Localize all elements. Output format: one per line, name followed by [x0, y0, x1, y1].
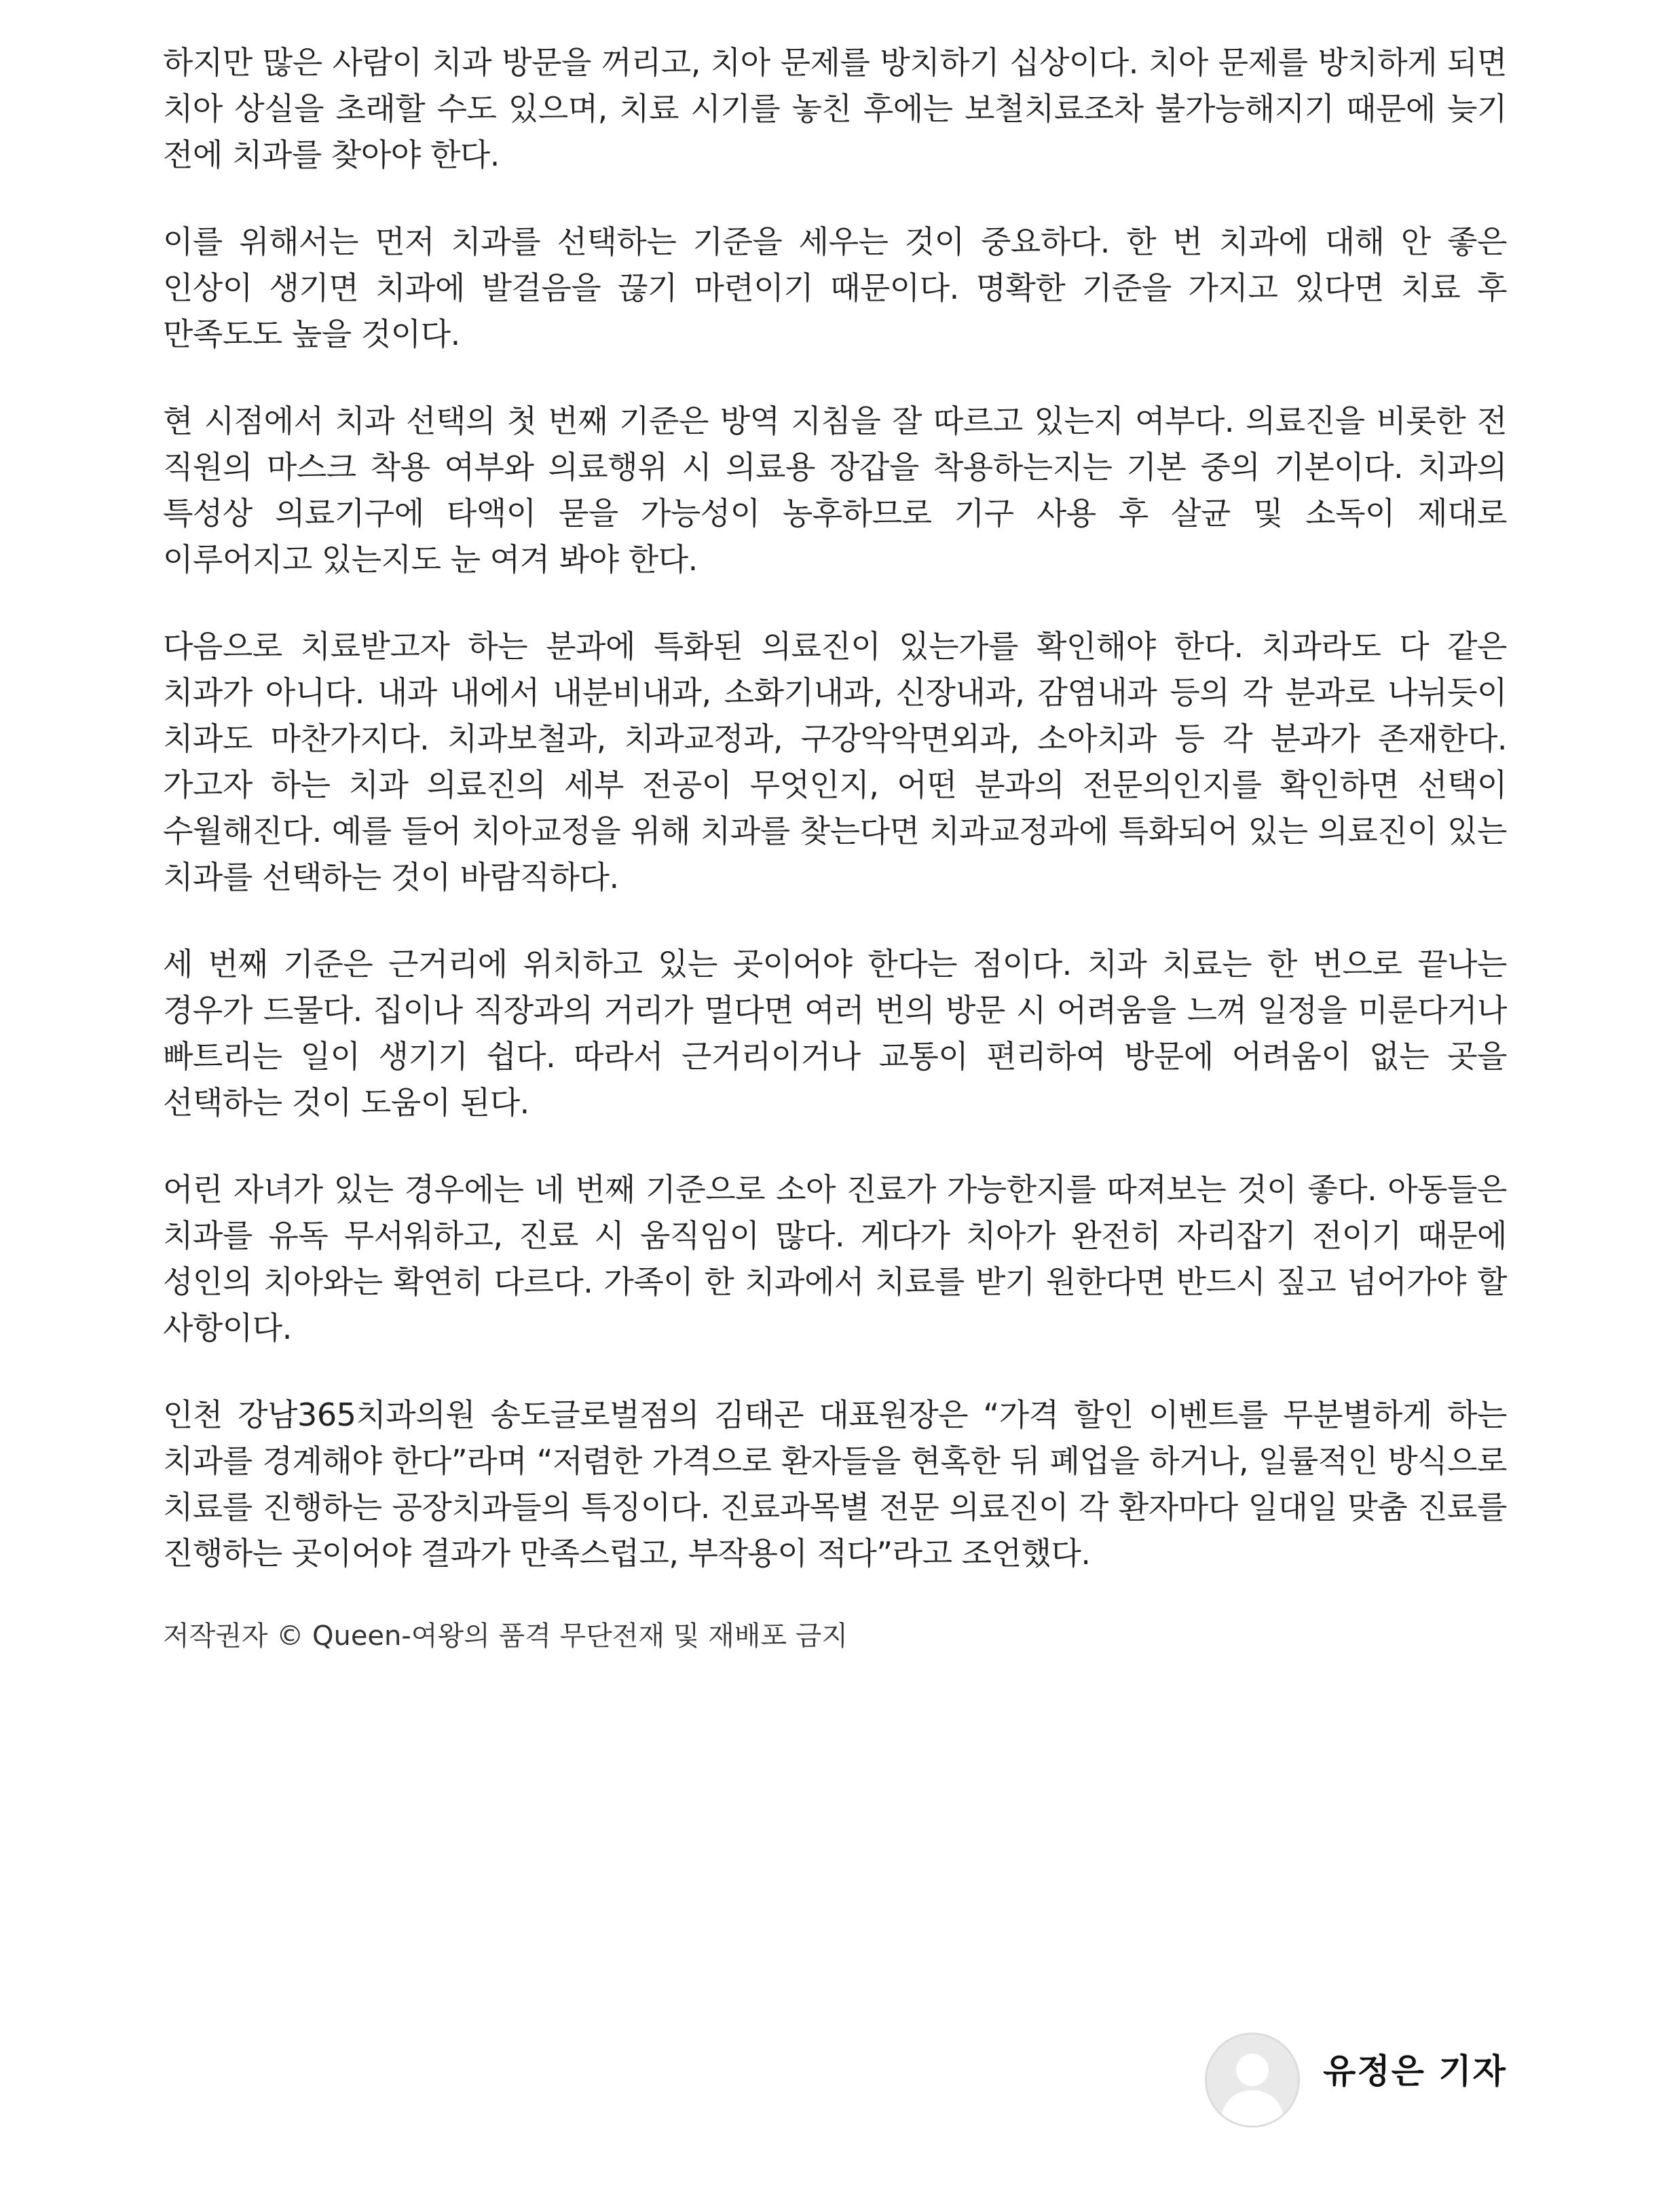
copyright-notice: 저작권자 © Queen-여왕의 품격 무단전재 및 재배포 금지: [163, 1620, 848, 1652]
article-paragraph-3: 현 시점에서 치과 선택의 첫 번째 기준은 방역 지침을 잘 따르고 있는지 여부다. 의료진을 비롯한 전 직원의 마스크 착용 여부와 의료행위 시 의료용 장갑을 착용하는지는 기본 중의 기본이다. 치과의 특성상 의료기구에 타액이 묻을 가능성이 농후하므로 기구 사용 후 살균 및 소독이 제대로 이루어지고 있는지도 눈 여겨 봐야 한다.: [163, 403, 1507, 578]
article-paragraph-2: 이를 위해서는 먼저 치과를 선택하는 기준을 세우는 것이 중요하다. 한 번 치과에 대해 안 좋은 인상이 생기면 치과에 발걸음을 끊기 마련이기 때문이다. 명확한 기준을 가지고 있다면 치료 후 만족도도 높을 것이다.: [163, 223, 1507, 352]
article-paragraph-4: 다음으로 치료받고자 하는 분과에 특화된 의료진이 있는가를 확인해야 한다. 치과라도 다 같은 치과가 아니다. 내과 내에서 내분비내과, 소화기내과, 신장내과, 감염내과 등의 각 분과로 나뉘듯이 치과도 마찬가지다. 치과보철과, 치과교정과, 구강악악면외과, 소아치과 등 각 분과가 존재한다. 가고자 하는 치과 의료진의 세부 전공이 무엇인지, 어떤 분과의 전문의인지를 확인하면 선택이 수월해진다. 예를 들어 치아교정을 위해 치과를 찾는다면 치과교정과에 특화되어 있는 의료진이 있는 치과를 선택하는 것이 바람직하다.: [163, 628, 1507, 895]
article-body: [163, 39, 1507, 1655]
reporter-byline[interactable]: [1205, 2033, 1507, 2128]
user-silhouette-icon: [1207, 2035, 1298, 2126]
article-paragraph-5: 세 번째 기준은 근거리에 위치하고 있는 곳이어야 한다는 점이다. 치과 치료는 한 번으로 끝나는 경우가 드물다. 집이나 직장과의 거리가 멀다면 여러 번의 방문 시 어려움을 느껴 일정을 미룬다거나 빠트리는 일이 생기기 쉽다. 따라서 근거리이거나 교통이 편리하여 방문에 어려움이 없는 곳을 선택하는 것이 도움이 된다.: [163, 946, 1507, 1121]
reporter-name[interactable]: 유정은 기자: [1323, 2052, 1507, 2091]
article-paragraph-1: 하지만 많은 사람이 치과 방문을 꺼리고, 치아 문제를 방치하기 십상이다. 치아 문제를 방치하게 되면 치아 상실을 초래할 수도 있으며, 치료 시기를 놓친 후에는 보철치료조차 불가능해지기 때문에 늦기 전에 치과를 찾아야 한다.: [163, 44, 1507, 173]
user-avatar-icon[interactable]: [1205, 2033, 1300, 2128]
article-paragraph-6: 어린 자녀가 있는 경우에는 네 번째 기준으로 소아 진료가 가능한지를 따져보는 것이 좋다. 아동들은 치과를 유독 무서워하고, 진료 시 움직임이 많다. 게다가 치아가 완전히 자리잡기 전이기 때문에 성인의 치아와는 확연히 다르다. 가족이 한 치과에서 치료를 받기 원한다면 반드시 짚고 넘어가야 할 사항이다.: [163, 1171, 1507, 1346]
article-paragraph-7: 인천 강남365치과의원 송도글로벌점의 김태곤 대표원장은 “가격 할인 이벤트를 무분별하게 하는 치과를 경계해야 한다”라며 “저렴한 가격으로 환자들을 현혹한 뒤 폐업을 하거나, 일률적인 방식으로 치료를 진행하는 공장치과들의 특징이다. 진료과목별 전문 의료진이 각 환자마다 일대일 맞춤 진료를 진행하는 곳이어야 결과가 만족스럽고, 부작용이 적다”라고 조언했다.: [163, 1396, 1507, 1572]
